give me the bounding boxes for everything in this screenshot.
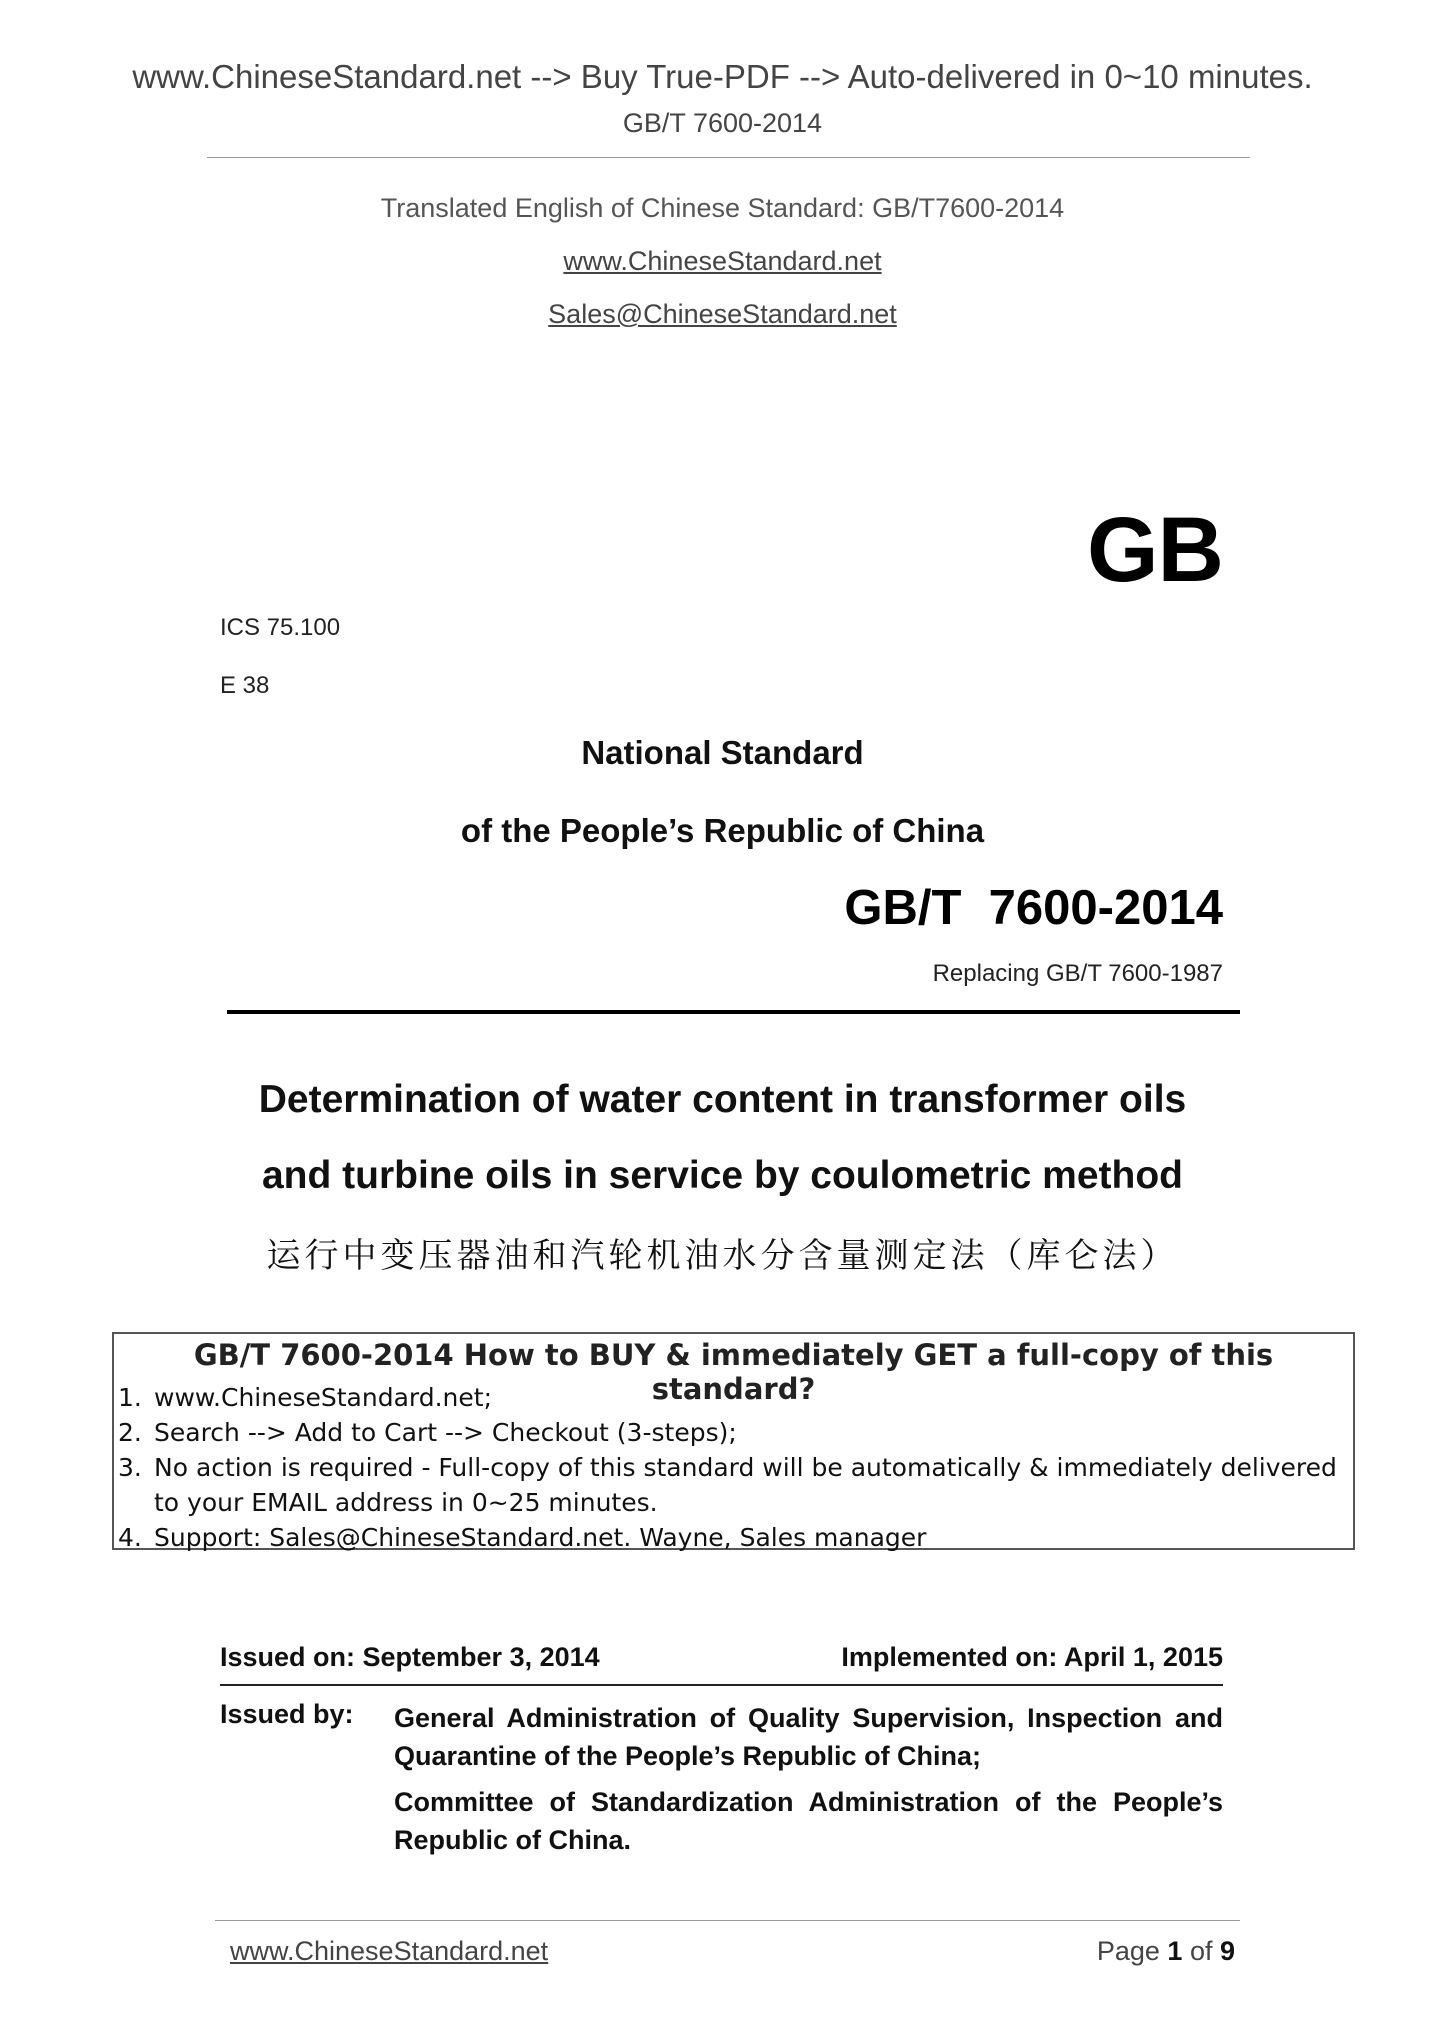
gb-mark: GB <box>1087 499 1223 601</box>
header-promo-line: www.ChineseStandard.net --> Buy True-PDF --> Auto-delivered in 0~10 minutes. <box>132 58 1313 95</box>
replacing-standard: Replacing GB/T 7600-1987 <box>932 960 1223 987</box>
page-indicator <box>1097 1936 1235 1967</box>
list-item-number: 2. <box>118 1418 142 1447</box>
issued-by-label: Issued by: <box>220 1699 354 1729</box>
issuer-organization-2: Committee of Standardization Administration of the People’s Republic of China. <box>394 1787 1223 1855</box>
list-item-text: Support: Sales@ChineseStandard.net. Wayne, Sales manager <box>154 1523 927 1552</box>
page-of: of <box>1182 1936 1220 1966</box>
list-item <box>118 1520 1349 1555</box>
header-divider <box>207 157 1250 158</box>
translation-title: Translated English of Chinese Standard: GB/T7600-2014 <box>380 193 1065 223</box>
ccs-code: E 38 <box>220 672 270 699</box>
standard-code: GB/T 7600-2014 <box>844 881 1223 935</box>
english-title-line2: and turbine oils in service by coulometric method <box>261 1154 1184 1197</box>
page-total: 9 <box>1219 1936 1235 1966</box>
website-link-wrapper <box>0 246 1445 277</box>
list-item-text: No action is required - Full-copy of this standard will be automatically & immediately delivered to your EMAIL address in 0~25 minutes. <box>154 1453 1337 1517</box>
dates-divider <box>220 1684 1223 1686</box>
list-item-number: 1. <box>118 1383 142 1412</box>
list-item-number: 3. <box>118 1453 142 1482</box>
list-item <box>118 1415 1349 1450</box>
page-prefix: Page <box>1096 1936 1168 1966</box>
how-to-buy-box <box>112 1332 1355 1550</box>
list-item-text[interactable]: www.ChineseStandard.net; <box>154 1383 493 1412</box>
how-to-buy-title: GB/T 7600-2014 How to BUY & immediately GET a full-copy of this standard? <box>193 1338 1274 1406</box>
chinese-title: 运行中变压器油和汽轮机油水分含量测定法（库仑法） <box>266 1236 1179 1276</box>
list-item <box>118 1450 1349 1520</box>
footer-divider <box>215 1920 1240 1921</box>
page-current: 1 <box>1167 1936 1183 1966</box>
english-title-line1: Determination of water content in transformer oils <box>258 1078 1187 1121</box>
header-standard-code: GB/T 7600-2014 <box>622 108 823 138</box>
ics-code: ICS 75.100 <box>220 614 341 641</box>
footer-website-link[interactable]: www.ChineseStandard.net <box>230 1936 549 1966</box>
list-item <box>118 1380 1349 1415</box>
issued-on-date: Issued on: September 3, 2014 <box>220 1642 600 1672</box>
issuer-organization-1: General Administration of Quality Supervision, Inspection and Quarantine of the People’s Republic of China; <box>394 1703 1223 1771</box>
website-link[interactable]: www.ChineseStandard.net <box>563 246 882 276</box>
list-item-text: Search --> Add to Cart --> Checkout (3-steps); <box>154 1418 737 1447</box>
national-standard-line2: of the People’s Republic of China <box>460 812 985 849</box>
list-item-number: 4. <box>118 1523 142 1552</box>
how-to-buy-list <box>118 1380 1349 1555</box>
title-divider <box>227 1010 1240 1014</box>
implemented-on-date: Implemented on: April 1, 2015 <box>841 1642 1223 1672</box>
national-standard-line1: National Standard <box>581 734 864 771</box>
sales-email-link[interactable]: Sales@ChineseStandard.net <box>548 299 897 329</box>
email-link-wrapper <box>0 299 1445 330</box>
